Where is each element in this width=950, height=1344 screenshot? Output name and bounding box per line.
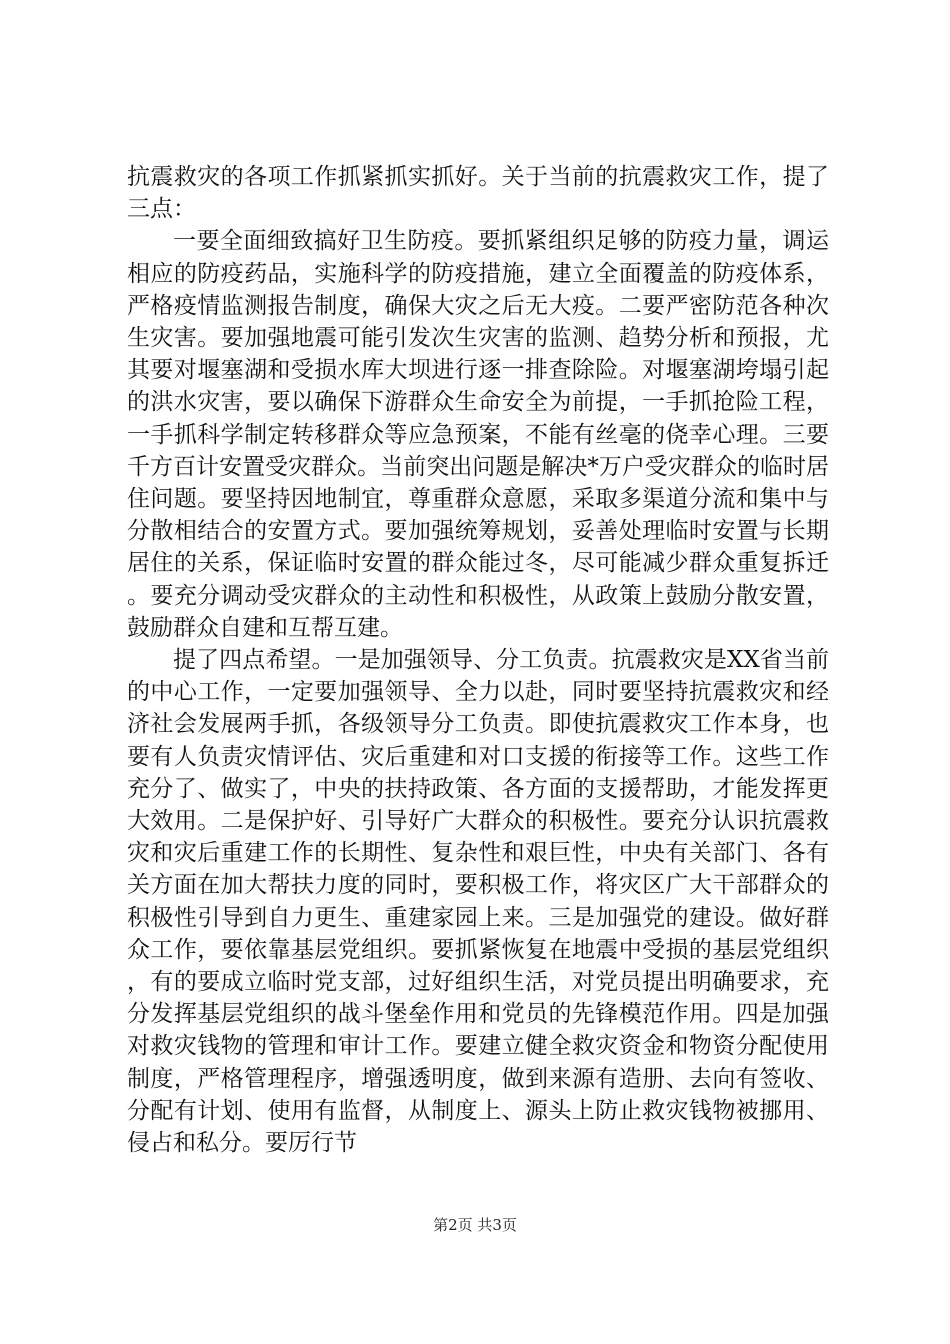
page-footer: 第2页 共3页 [433,1216,517,1234]
paragraph-2: 一要全面细致搞好卫生防疫。要抓紧组织足够的防疫力量，调运相应的防疫药品，实施科学的防疫措施，建立全面覆盖的防疫体系，严格疫情监测报告制度，确保大灾之后无大疫。二要严密防范各种次生灾害。要加强地震可能引发次生灾害的监测、趋势分析和预报，尤其要对堰塞湖和受损水库大坝进行逐一排查除险。对堰塞湖垮塌引起的洪水灾害，要以确保下游群众生命安全为前提，一手抓抢险工程，一手抓科学制定转移群众等应急预案，不能有丝毫的侥幸心理。三要千方百计安置受灾群众。当前突出问题是解决*万户受灾群众的临时居住问题。要坚持因地制宜，尊重群众意愿，采取多渠道分流和集中与分散相结合的安置方式。要加强统筹规划，妥善处理临时安置与长期居住的关系，保证临时安置的群众能过冬，尽可能减少群众重复拆迁。要充分调动受灾群众的主动性和积极性，从政策上鼓励分散安置，鼓励群众自建和互帮互建。 [127,228,829,641]
paragraph-3: 提了四点希望。一是加强领导、分工负责。抗震救灾是XX省当前的中心工作，一定要加强领导、全力以赴，同时要坚持抗震救灾和经济社会发展两手抓，各级领导分工负责。即使抗震救灾工作本身，也要有人负责灾情评估、灾后重建和对口支援的衔接等工作。这些工作充分了、做实了，中央的扶持政策、各方面的支援帮助，才能发挥更大效用。二是保护好、引导好广大群众的积极性。要充分认识抗震救灾和灾后重建工作的长期性、复杂性和艰巨性，中央有关部门、各有关方面在加大帮扶力度的同时，要积极工作，将灾区广大干部群众的积极性引导到自力更生、重建家园上来。三是加强党的建设。做好群众工作，要依靠基层党组织。要抓紧恢复在地震中受损的基层党组织，有的要成立临时党支部，过好组织生活，对党员提出明确要求，充分发挥基层党组织的战斗堡垒作用和党员的先锋模范作用。四是加强对救灾钱物的管理和审计工作。要建立健全救灾资金和物资分配使用制度，严格管理程序，增强透明度，做到来源有造册、去向有签收、分配有计划、使用有监督，从制度上、源头上防止救灾钱物被挪用、侵占和私分。要厉行节 [127,647,829,1157]
document-body [127,161,829,1159]
paragraph-1: 抗震救灾的各项工作抓紧抓实抓好。关于当前的抗震救灾工作，提了三点： [127,164,829,223]
